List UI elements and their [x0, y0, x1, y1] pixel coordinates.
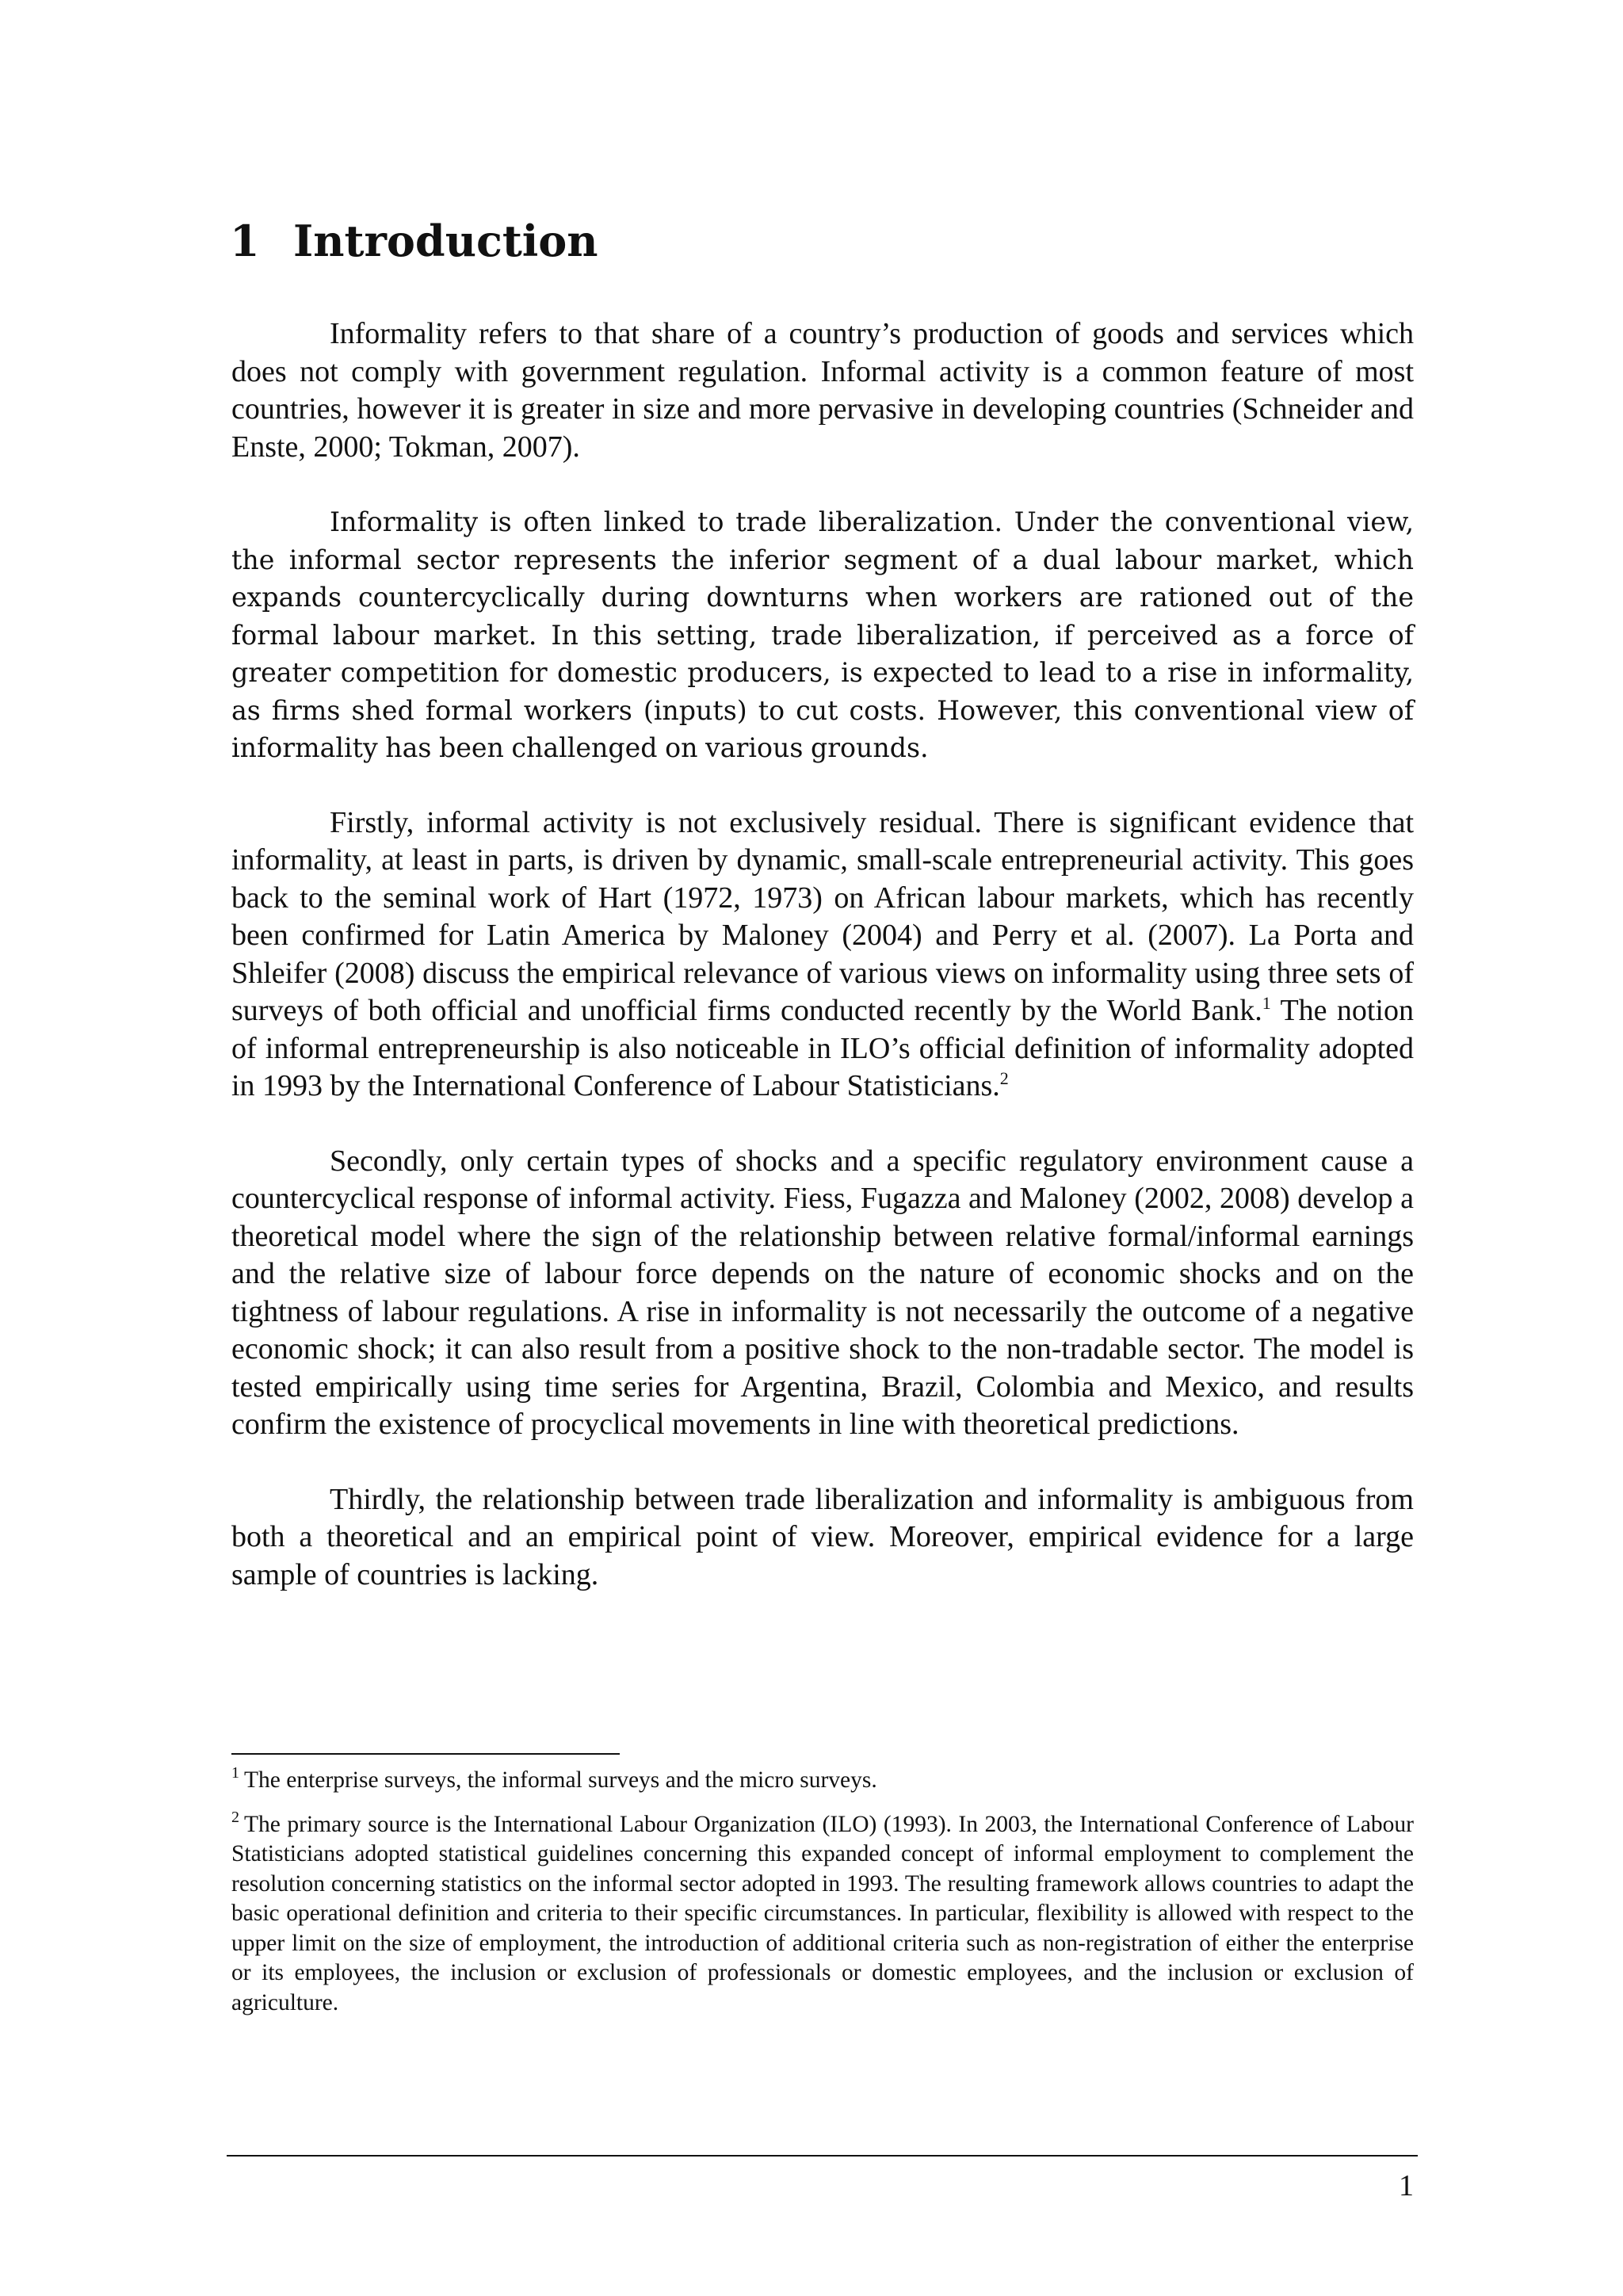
section-heading — [230, 216, 598, 266]
footnote-2-mark: 2 — [231, 1808, 239, 1826]
section-number: 1 — [230, 216, 260, 266]
paragraph-thirdly: Thirdly, the relationship between trade liberalization and informality is ambiguous from both a theoretical and an empirical point of view. Moreover, empirical evidence for a large sample of countries is lacking. — [231, 1482, 1414, 1591]
footnote-ref-2[interactable]: 2 — [999, 1068, 1009, 1088]
footnotes — [231, 1766, 1414, 2032]
section-title: Introduction — [293, 216, 598, 266]
paragraph-definition: Informality refers to that share of a country’s production of goods and services which does not comply with government regulation. Informal activity is a common feature of most countries, however it is greater in size and more pervasive in developing countries (Schneider and Enste, 2000; Tokman, 2007). — [231, 317, 1414, 464]
paragraph-trade-liberalization: Informality is often linked to trade liberalization. Under the conventional view, the informal sector represents the inferior segment of a dual labour market, which expands countercyclically during downturns when workers are rationed out of the formal labour market. In this setting, trade liberalization, if perceived as a force of greater competition for domestic producers, is expected to lead to a rise in informality, as firms shed formal workers (inputs) to cut costs. However, this conventional view of informality has been challenged on various grounds. — [231, 506, 1414, 763]
page-footer-divider — [227, 2155, 1418, 2157]
footnote-divider — [231, 1753, 620, 1755]
page-number: 1 — [1399, 2169, 1414, 2202]
paragraph-firstly-part2: The notion of informal entrepreneurship is also noticeable in ILO’s official definition of informality adopted in 1993 by the International Conference of Labour Statisticians. — [231, 994, 1414, 1102]
footnote-1-mark: 1 — [231, 1764, 239, 1782]
paragraph-secondly: Secondly, only certain types of shocks and a specific regulatory environment cause a countercyclical response of informal activity. Fiess, Fugazza and Maloney (2002, 2008) develop a theoretical model where the sign of the relationship between relative formal/informal earnings and the relative size of labour force depends on the nature of economic shocks and on the tightness of labour regulations. A rise in informality is not necessarily the outcome of a negative economic shock; it can also result from a positive shock to the non-tradable sector. The model is tested empirically using time series for Argentina, Brazil, Colombia and Mexico, and results confirm the existence of procyclical movements in line with theoretical predictions. — [231, 1144, 1414, 1441]
body-text — [231, 315, 1414, 1631]
footnote-2 — [231, 1810, 1414, 2019]
paragraph-firstly-part1: Firstly, informal activity is not exclusively residual. There is significant evidence that informality, at least in parts, is driven by dynamic, small-scale entrepreneurial activity. This goes back to the seminal work of Hart (1972, 1973) on African labour markets, which has recently been confirmed for Latin America by Maloney (2004) and Perry et al. (2007). La Porta and Shleifer (2008) discuss the empirical relevance of various views on informality using three sets of surveys of both official and unofficial firms conducted recently by the World Bank. — [231, 805, 1414, 1027]
footnote-ref-1[interactable]: 1 — [1262, 993, 1271, 1013]
footnote-1-text: The enterprise surveys, the informal surveys and the micro surveys. — [244, 1767, 877, 1793]
footnote-1 — [231, 1766, 1414, 1796]
footnote-2-text: The primary source is the International Labour Organization (ILO) (1993). In 2003, the International Conference of Labour Statisticians adopted statistical guidelines concerning this expanded concept of informal employment to complement the resolution concerning statistics on the informal sector adopted in 1993. The resulting framework allows countries to adapt the basic operational definition and criteria to their specific circumstances. In particular, flexibility is allowed with respect to the upper limit on the size of employment, the introduction of additional criteria such as non-registration of either the enterprise or its employees, the inclusion or exclusion of professionals or domestic employees, and the inclusion or exclusion of agriculture. — [231, 1811, 1414, 2015]
paragraph-firstly — [231, 804, 1414, 1106]
